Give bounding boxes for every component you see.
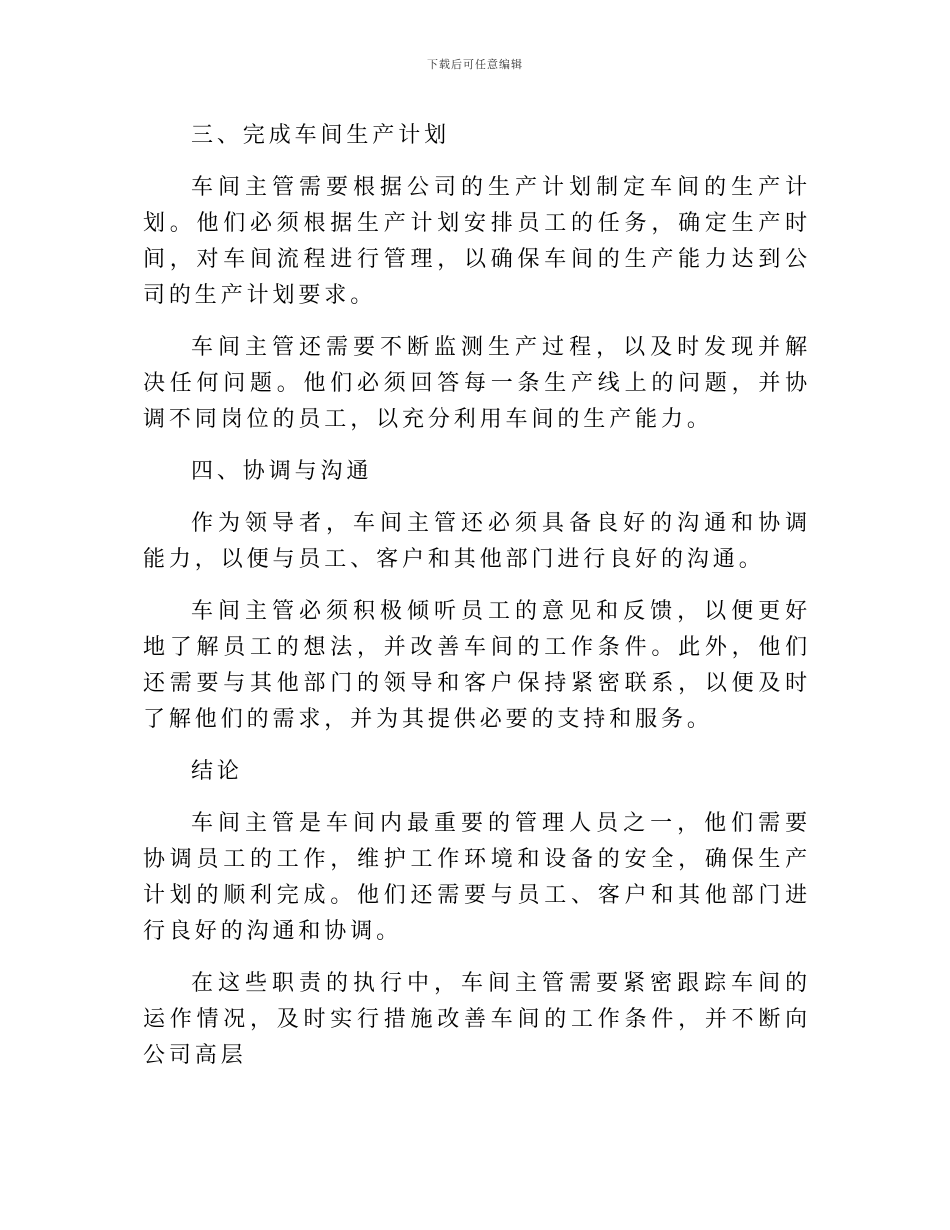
section-4-paragraph-2: 车间主管必须积极倾听员工的意见和反馈，以便更好地了解员工的想法，并改善车间的工作条件。此外，他们还需要与其他部门的领导和客户保持紧密联系，以便及时了解他们的需求，并为其提供必要的支持和服务。: [143, 599, 811, 732]
conclusion-heading: 结论: [191, 759, 243, 784]
document-body: [143, 118, 811, 1090]
section-3-paragraph-1: 车间主管需要根据公司的生产计划制定车间的生产计划。他们必须根据生产计划安排员工的任务，确定生产时间，对车间流程进行管理，以确保车间的生产能力达到公司的生产计划要求。: [143, 175, 811, 308]
section-3-paragraph-2: 车间主管还需要不断监测生产过程，以及时发现并解决任何问题。他们必须回答每一条生产线上的问题，并协调不同岗位的员工，以充分利用车间的生产能力。: [143, 335, 811, 432]
conclusion-paragraph-2: 在这些职责的执行中，车间主管需要紧密跟踪车间的运作情况，及时实行措施改善车间的工作条件，并不断向公司高层: [143, 971, 811, 1068]
conclusion-paragraph-1: 车间主管是车间内最重要的管理人员之一，他们需要协调员工的工作，维护工作环境和设备的安全，确保生产计划的顺利完成。他们还需要与员工、客户和其他部门进行良好的沟通和协调。: [143, 811, 811, 944]
section-4-heading: 四、协调与沟通: [191, 459, 373, 484]
section-3-heading: 三、完成车间生产计划: [191, 123, 451, 148]
section-4-paragraph-1: 作为领导者，车间主管还必须具备良好的沟通和协调能力，以便与员工、客户和其他部门进行良好的沟通。: [143, 511, 811, 572]
header-note: 下载后可任意编辑: [427, 58, 523, 71]
